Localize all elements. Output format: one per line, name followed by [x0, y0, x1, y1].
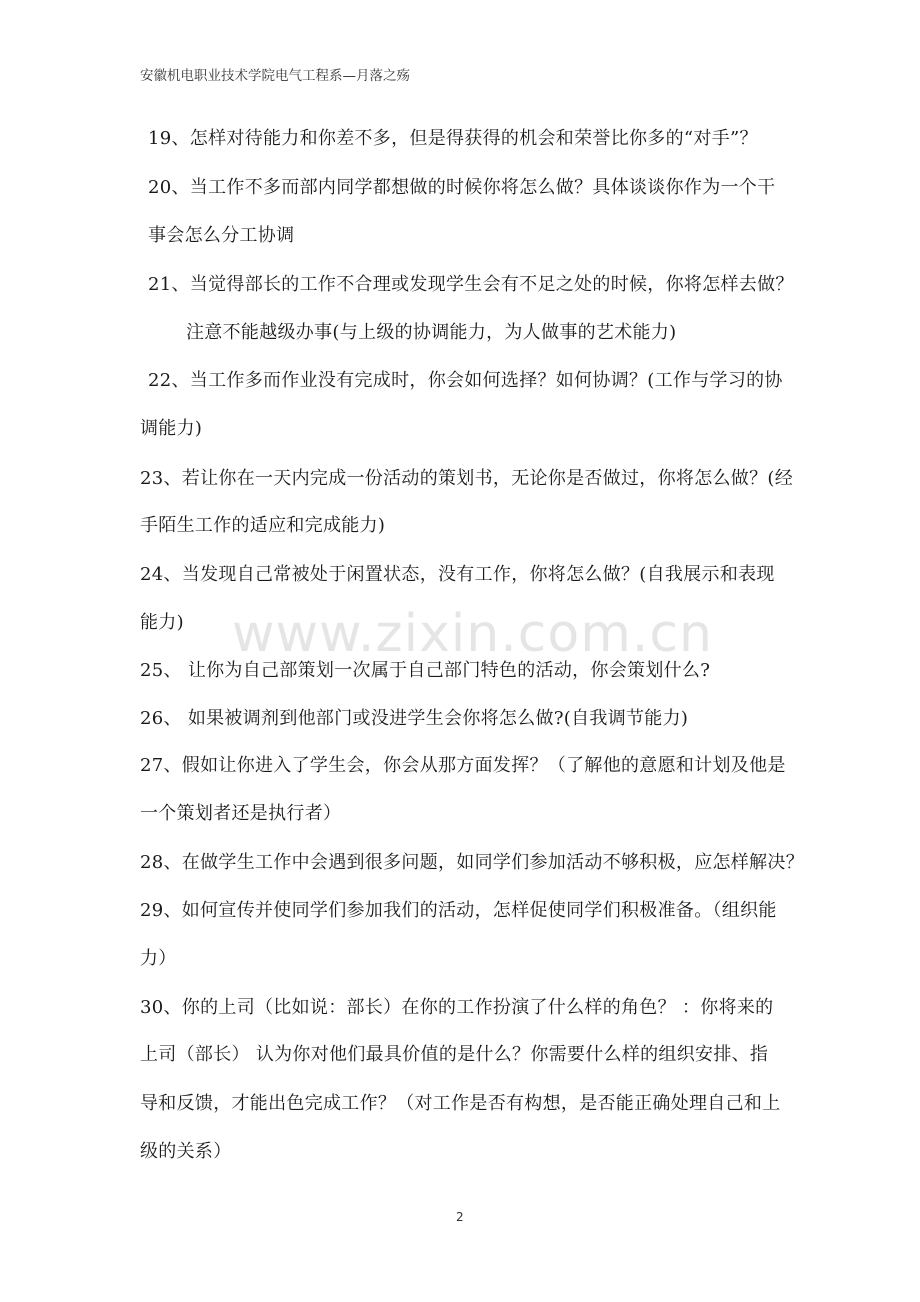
question-20: 20、当工作不多而部内同学都想做的时候你将怎么做？具体谈谈你作为一个干	[148, 177, 776, 198]
question-23-cont: 手陌生工作的适应和完成能力)	[140, 515, 386, 536]
page-header: 安徽机电职业技术学院电气工程系—月落之殇	[140, 68, 410, 84]
question-20-cont: 事会怎么分工协调	[148, 225, 295, 246]
question-30: 30、你的上司（比如说：部长）在你的工作扮演了什么样的角色？ ：你将来的	[140, 997, 774, 1018]
question-22: 22、当工作多而作业没有完成时，你会如何选择？如何协调？(工作与学习的协	[148, 370, 783, 391]
question-27: 27、假如让你进入了学生会，你会从那方面发挥？（了解他的意愿和计划及他是	[140, 755, 786, 776]
question-23: 23、若让你在一天内完成一份活动的策划书，无论你是否做过，你将怎么做？(经	[140, 468, 794, 489]
question-29-cont: 力）	[140, 948, 177, 969]
question-21-cont: 注意不能越级办事(与上级的协调能力，为人做事的艺术能力)	[186, 322, 677, 343]
page-number: 2	[456, 1210, 464, 1224]
question-19: 19、怎样对待能力和你差不多，但是得获得的机会和荣誉比你多的“对手”？	[148, 128, 758, 149]
question-30-cont-2: 导和反馈，才能出色完成工作？（对工作是否有构想，是否能正确处理自己和上	[140, 1093, 781, 1114]
question-27-cont: 一个策划者还是执行者）	[140, 803, 342, 824]
question-24: 24、当发现自己常被处于闲置状态，没有工作，你将怎么做？(自我展示和表现	[140, 564, 775, 585]
question-30-cont-3: 级的关系）	[140, 1141, 232, 1162]
question-29: 29、如何宣传并使同学们参加我们的活动，怎样促使同学们积极准备。（组织能	[140, 900, 777, 921]
question-22-cont: 调能力)	[140, 418, 203, 439]
question-28: 28、在做学生工作中会遇到很多问题，如同学们参加活动不够积极，应怎样解决？	[140, 852, 805, 873]
question-26: 26、 如果被调剂到他部门或没进学生会你将怎么做?(自我调节能力)	[140, 708, 689, 729]
question-21: 21、当觉得部长的工作不合理或发现学生会有不足之处的时候，你将怎样去做？	[148, 274, 794, 295]
watermark: www.zixin.com.cn	[232, 604, 713, 664]
question-30-cont-1: 上司（部长） 认为你对他们最具价值的是什么？你需要什么样的组织安排、指	[140, 1044, 769, 1065]
question-24-cont: 能力)	[140, 612, 184, 633]
question-25: 25、 让你为自己部策划一次属于自己部门特色的活动，你会策划什么?	[140, 660, 711, 681]
